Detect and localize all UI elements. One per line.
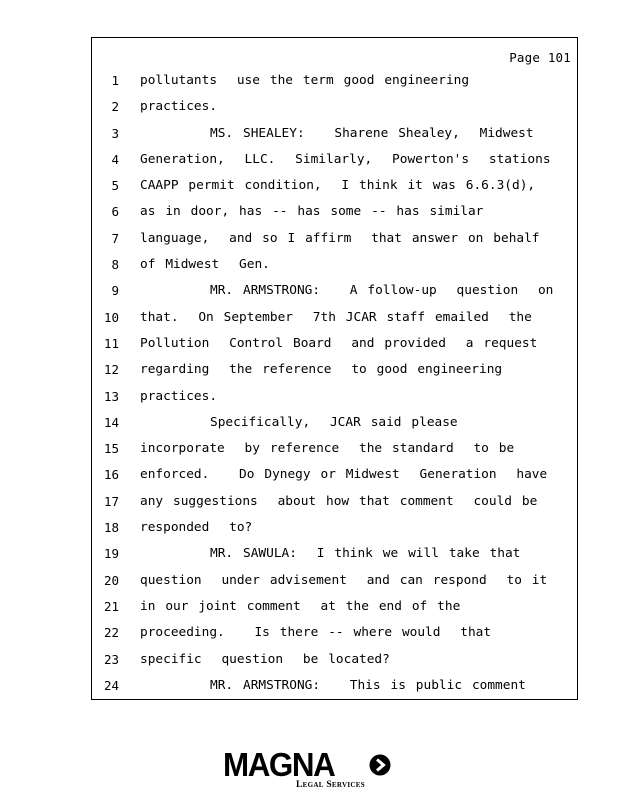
line-number: 6 bbox=[111, 204, 119, 220]
line-number: 17 bbox=[103, 493, 119, 509]
line-number: 16 bbox=[103, 467, 119, 483]
line-number: 23 bbox=[103, 651, 119, 667]
transcript-line bbox=[92, 388, 577, 414]
line-text: incorporate by reference the standard to be bbox=[140, 441, 515, 457]
transcript-line bbox=[92, 414, 577, 440]
line-number: 15 bbox=[103, 441, 119, 457]
transcript-line bbox=[92, 466, 577, 492]
transcript-line bbox=[92, 282, 577, 308]
transcript-line bbox=[92, 624, 577, 650]
line-number: 5 bbox=[111, 178, 119, 194]
line-text: pollutants use the term good engineering bbox=[140, 73, 470, 88]
line-text: responded to? bbox=[140, 520, 253, 536]
line-number: 9 bbox=[111, 283, 119, 299]
line-number: 11 bbox=[103, 335, 119, 351]
transcript-line bbox=[92, 256, 577, 282]
transcript-line bbox=[92, 335, 577, 361]
line-text: MR. SAWULA: I think we will take that bbox=[210, 546, 521, 562]
line-text: regarding the reference to good engineering bbox=[140, 362, 503, 378]
line-text: proceeding. Is there -- where would that bbox=[140, 625, 492, 641]
line-text: CAAPP permit condition, I think it was 6.6.3(d), bbox=[140, 178, 536, 194]
logo-subtitle: Legal Services bbox=[296, 780, 365, 790]
transcript-line bbox=[92, 519, 577, 545]
line-number: 18 bbox=[103, 520, 119, 536]
line-number: 7 bbox=[111, 230, 119, 246]
line-number: 12 bbox=[103, 362, 119, 378]
line-text: as in door, has -- has some -- has similar bbox=[140, 204, 484, 220]
line-text: MR. ARMSTRONG: This is public comment bbox=[210, 677, 526, 693]
line-number: 20 bbox=[103, 572, 119, 588]
transcript-line bbox=[92, 572, 577, 598]
line-text: practices. bbox=[140, 99, 218, 115]
transcript-line bbox=[92, 309, 577, 335]
line-number: 4 bbox=[111, 151, 119, 167]
transcript-line bbox=[92, 203, 577, 229]
line-number: 19 bbox=[103, 546, 119, 562]
transcript-line bbox=[92, 230, 577, 256]
transcript-line bbox=[92, 72, 577, 98]
line-text: language, and so I affirm that answer on behalf bbox=[140, 230, 540, 246]
line-text: Specifically, JCAR said please bbox=[210, 414, 458, 430]
transcript-line bbox=[92, 151, 577, 177]
line-text: that. On September 7th JCAR staff emailed the bbox=[140, 309, 532, 325]
line-text: MS. SHEALEY: Sharene Shealey, Midwest bbox=[210, 125, 534, 141]
line-number: 8 bbox=[111, 257, 119, 273]
transcript-line bbox=[92, 98, 577, 124]
line-text: question under advisement and can respond to it bbox=[140, 572, 548, 588]
line-number: 21 bbox=[103, 598, 119, 614]
line-number: 14 bbox=[103, 414, 119, 430]
line-text: specific question be located? bbox=[140, 651, 390, 667]
magna-logo bbox=[223, 748, 403, 794]
line-number: 24 bbox=[103, 677, 119, 693]
transcript-line bbox=[92, 440, 577, 466]
line-text: any suggestions about how that comment could be bbox=[140, 493, 538, 509]
page-number: Page 101 bbox=[509, 50, 571, 65]
transcript-page bbox=[91, 37, 578, 700]
transcript-line bbox=[92, 677, 577, 703]
line-text: practices. bbox=[140, 388, 218, 404]
transcript-line bbox=[92, 177, 577, 203]
logo-wordmark: MAGNA bbox=[223, 746, 335, 783]
line-number: 10 bbox=[103, 309, 119, 325]
line-text: Generation, LLC. Similarly, Powerton's stations bbox=[140, 151, 551, 167]
line-number: 22 bbox=[103, 625, 119, 641]
transcript-line bbox=[92, 125, 577, 151]
transcript-line bbox=[92, 598, 577, 624]
transcript-line bbox=[92, 361, 577, 387]
line-text: MR. ARMSTRONG: A follow-up question on bbox=[210, 283, 554, 299]
transcript-line bbox=[92, 651, 577, 677]
transcript-line bbox=[92, 493, 577, 519]
line-number: 2 bbox=[111, 99, 119, 115]
transcript-lines bbox=[92, 72, 577, 703]
line-text: enforced. Do Dynegy or Midwest Generation have bbox=[140, 467, 548, 483]
line-text: Pollution Control Board and provided a request bbox=[140, 335, 538, 351]
line-text: in our joint comment at the end of the bbox=[140, 598, 461, 614]
line-number: 13 bbox=[103, 388, 119, 404]
line-text: of Midwest Gen. bbox=[140, 257, 270, 273]
line-number: 1 bbox=[111, 73, 119, 88]
chevron-right-circle-icon bbox=[369, 754, 391, 776]
line-number: 3 bbox=[111, 125, 119, 141]
transcript-line bbox=[92, 545, 577, 571]
